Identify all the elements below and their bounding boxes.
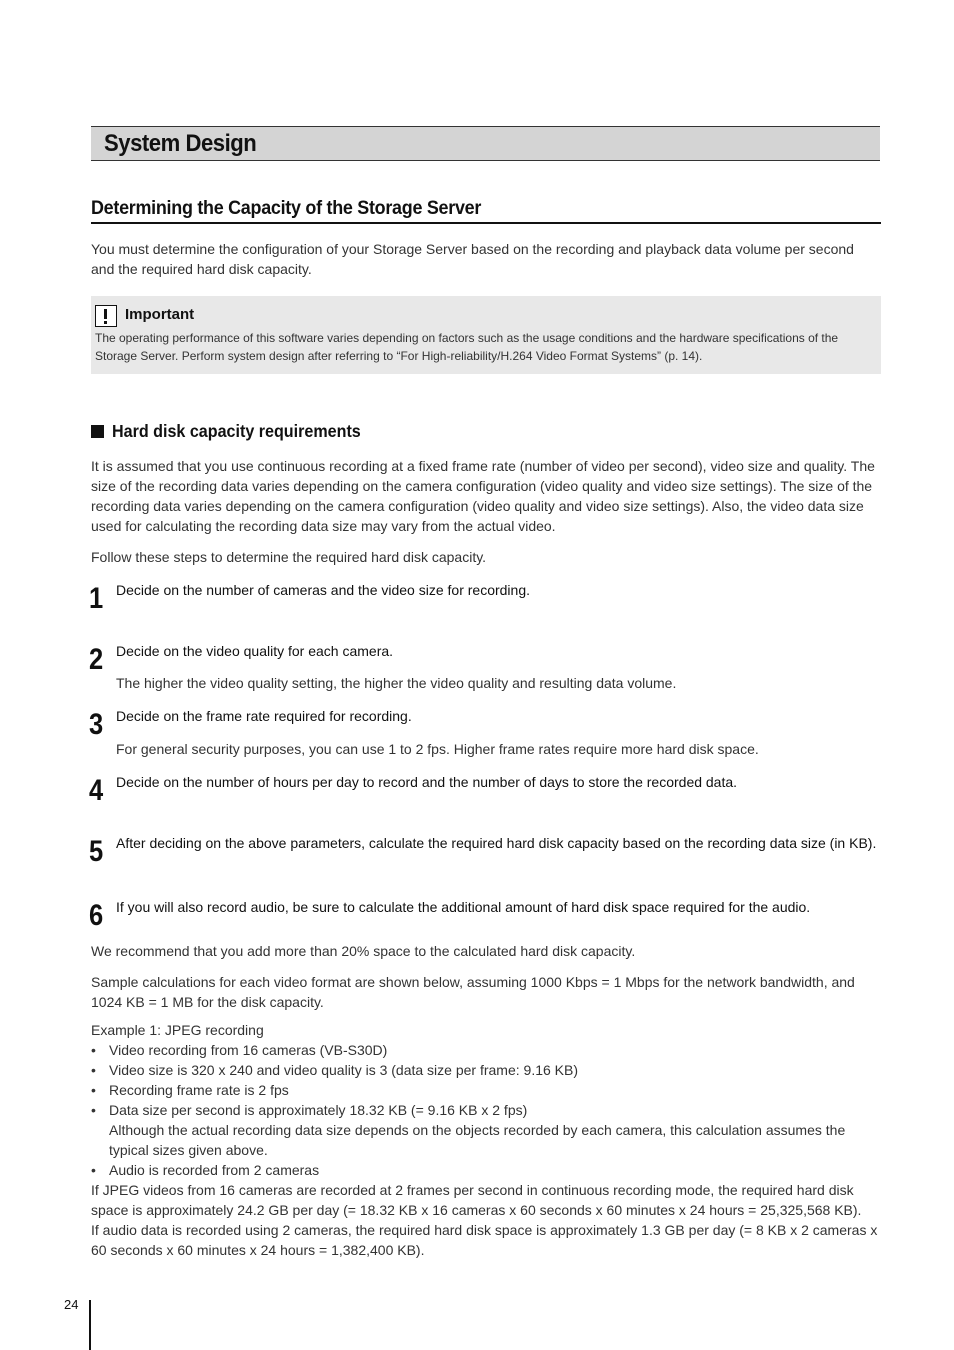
step-number: 3 (89, 708, 104, 741)
page-number: 24 (64, 1297, 79, 1312)
paragraph-recommend: We recommend that you add more than 20% space to the calculated hard disk capacity. (91, 943, 636, 959)
step-text: Decide on the video quality for each camera. (116, 643, 394, 659)
example-block (91, 1020, 883, 1260)
step-text: Decide on the frame rate required for recording. (116, 708, 412, 724)
important-box (91, 296, 881, 374)
bullet-note: Although the actual recording data size depends on the objects recorded by each camera, this calculation assumes the typical sizes given above. (109, 1122, 846, 1158)
paragraph-sample-calculations: Sample calculations for each video format are shown below, assuming 1000 Kbps = 1 Mbps for the network bandwidth, and 1024 KB = 1 MB for the disk capacity. (91, 974, 855, 1010)
step-text: If you will also record audio, be sure to calculate the additional amount of hard disk space required for the audio. (116, 899, 811, 915)
example-title: Example 1: JPEG recording (91, 1022, 264, 1038)
step-number: 2 (89, 643, 104, 676)
example-bullet-list (91, 1040, 883, 1180)
list-item: • Video recording from 16 cameras (VB-S30D) (91, 1040, 883, 1060)
list-item: • Audio is recorded from 2 cameras (91, 1160, 883, 1180)
step-note: The higher the video quality setting, the higher the video quality and resulting data volume. (116, 675, 677, 691)
important-text: The operating performance of this software varies depending on factors such as the usage conditions and the hardware specifications of the Storage Server. Perform system design after referring to “For High-reliability/H.264 Video Format Systems” (p. 14). (95, 331, 839, 363)
step-text: After deciding on the above parameters, calculate the required hard disk capacity based on the recording data size (in KB). (116, 835, 877, 851)
example-result-audio: If audio data is recorded using 2 cameras, the required hard disk space is approximately 1.3 GB per day (= 8 KB x 2 cameras x 60 seconds x 60 minutes x 24 hours = 1,382,400 KB). (91, 1222, 878, 1258)
step-text: Decide on the number of cameras and the video size for recording. (116, 582, 531, 598)
step-number: 6 (89, 899, 104, 932)
paragraph-follow-steps: Follow these steps to determine the required hard disk capacity. (91, 549, 487, 565)
list-item: • Video size is 320 x 240 and video quality is 3 (data size per frame: 9.16 KB) (91, 1060, 883, 1080)
section-title: Determining the Capacity of the Storage Server (91, 194, 881, 224)
step-text: Decide on the number of hours per day to record and the number of days to store the recorded data. (116, 774, 738, 790)
chapter-title: System Design (104, 130, 257, 157)
paragraph-assumption: It is assumed that you use continuous recording at a fixed frame rate (number of video per second), video size and quality. The size of the recording data varies depending on the camera configuration (video quality and video size settings). The size of the recording data varies depending on the camera configuration (video quality and video size settings). Also, the video data size used for calculating the recording data size may vary from the actual video. (91, 458, 875, 534)
subsection-title: Hard disk capacity requirements (91, 420, 382, 442)
important-icon (95, 305, 117, 327)
chapter-header-bar (91, 126, 880, 161)
step-number: 1 (89, 582, 104, 615)
example-result-video: If JPEG videos from 16 cameras are recorded at 2 frames per second in continuous recording mode, the required hard disk space is approximately 24.2 GB per day (= 18.32 KB x 16 cameras x 60 seconds x 60 minutes x 24 hours = 25,325,568 KB). (91, 1182, 862, 1218)
important-label: Important (125, 306, 195, 323)
step-number: 5 (89, 835, 104, 868)
intro-paragraph: You must determine the configuration of your Storage Server based on the recording and playback data volume per second and the required hard disk capacity. (91, 241, 854, 277)
square-bullet-icon (91, 425, 104, 438)
list-item: • Data size per second is approximately 18.32 KB (= 9.16 KB x 2 fps) Although the actual recording data size depends on the objects recorded by each camera, this calculation assumes the typical sizes given above. (91, 1100, 883, 1160)
step-note: For general security purposes, you can use 1 to 2 fps. Higher frame rates require more hard disk space. (116, 741, 759, 757)
list-item: • Recording frame rate is 2 fps (91, 1080, 883, 1100)
step-number: 4 (89, 774, 104, 807)
page-margin-rule (89, 1300, 91, 1350)
